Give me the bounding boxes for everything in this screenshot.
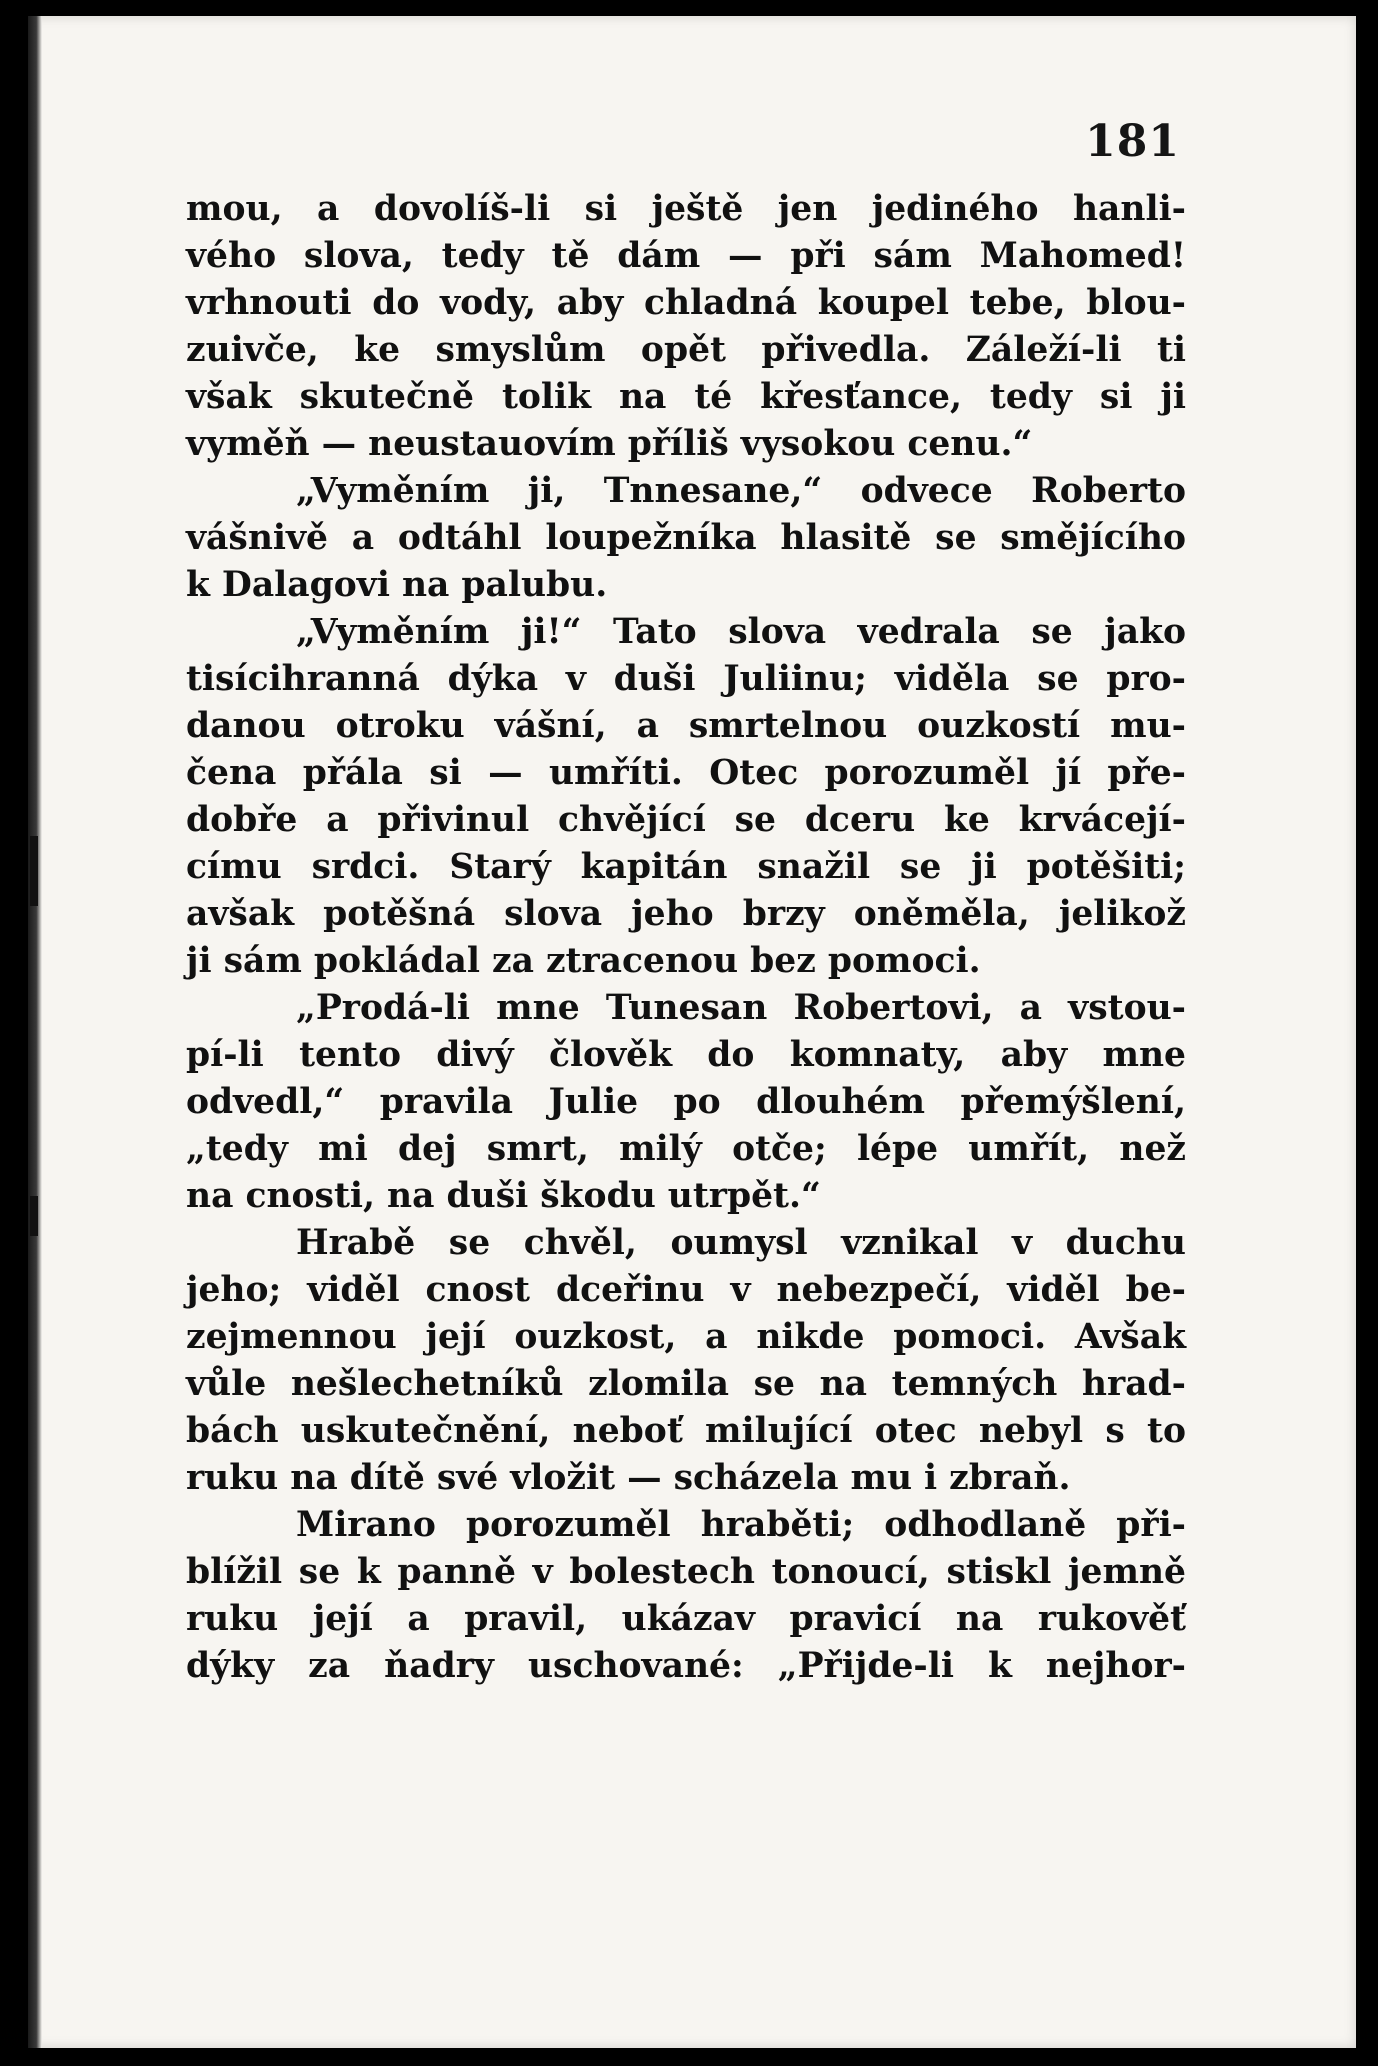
text-line: vášnivě a odtáhl loupežníka hlasitě se smějícího: [186, 518, 1186, 558]
text-line: tisícihranná dýka v duši Juliinu; viděla se pro-: [186, 659, 1186, 699]
binding-mark: [30, 1196, 38, 1236]
text-line: avšak potěšná slova jeho brzy oněměla, jelikož: [186, 894, 1186, 934]
text-line: „Vyměním ji, Tnnesane,“ odvece Roberto: [296, 471, 1186, 511]
text-line: čena přála si — umříti. Otec porozuměl jí pře-: [186, 753, 1186, 793]
text-line: pí-li tento divý člověk do komnaty, aby mne: [186, 1035, 1186, 1075]
text-line: na cnosti, na duši škodu utrpět.“: [186, 1176, 821, 1216]
text-line: zuivče, ke smyslům opět přivedla. Záleží-li ti: [186, 330, 1186, 370]
text-line: ruku její a pravil, ukázav pravicí na rukověť: [186, 1599, 1186, 1639]
text-line: Hrabě se chvěl, oumysl vznikal v duchu: [296, 1223, 1186, 1263]
book-page: [28, 16, 1356, 2048]
binding-edge: [28, 16, 42, 2048]
text-line: jeho; viděl cnost dceřinu v nebezpečí, viděl be-: [186, 1270, 1186, 1310]
text-line: dýky za ňadry uschované: „Přijde-li k nejhor-: [186, 1646, 1186, 1686]
binding-mark: [30, 836, 38, 906]
text-line: bách uskutečnění, neboť milující otec nebyl s to: [186, 1411, 1186, 1451]
text-line: blížil se k panně v bolestech tonoucí, stiskl jemně: [186, 1552, 1186, 1592]
text-line: zejmennou její ouzkost, a nikde pomoci. Avšak: [186, 1317, 1186, 1357]
text-line: vyměň — neustauovím příliš vysokou cenu.“: [186, 424, 1033, 464]
text-line: „tedy mi dej smrt, milý otče; lépe umřít, než: [186, 1129, 1186, 1169]
text-line: vého slova, tedy tě dám — při sám Mahomed!: [186, 236, 1186, 276]
text-line: „Prodá-li mne Tunesan Robertovi, a vstou-: [296, 988, 1186, 1028]
page-number: 181: [1085, 116, 1180, 167]
text-line: odvedl,“ pravila Julie po dlouhém přemýšlení,: [186, 1082, 1186, 1122]
text-line: vůle nešlechetníků zlomila se na temných hrad-: [186, 1364, 1186, 1404]
text-line: „Vyměním ji!“ Tato slova vedrala se jako: [296, 612, 1186, 652]
text-line: Mirano porozuměl hraběti; odhodlaně při-: [296, 1505, 1186, 1545]
body-text: [186, 186, 1186, 1690]
text-line: vrhnouti do vody, aby chladná koupel tebe, blou-: [186, 283, 1186, 323]
text-line: dobře a přivinul chvějící se dceru ke krvácejí-: [186, 800, 1186, 840]
text-line: k Dalagovi na palubu.: [186, 565, 608, 605]
text-line: však skutečně tolik na té křesťance, tedy si ji: [186, 377, 1186, 417]
text-line: ji sám pokládal za ztracenou bez pomoci.: [186, 941, 981, 981]
text-line: ruku na dítě své vložit — scházela mu i zbraň.: [186, 1458, 1071, 1498]
text-line: danou otroku vášní, a smrtelnou ouzkostí mu-: [186, 706, 1186, 746]
text-line: mou, a dovolíš-li si ještě jen jediného hanli-: [186, 189, 1186, 229]
text-line: címu srdci. Starý kapitán snažil se ji potěšiti;: [186, 847, 1186, 887]
